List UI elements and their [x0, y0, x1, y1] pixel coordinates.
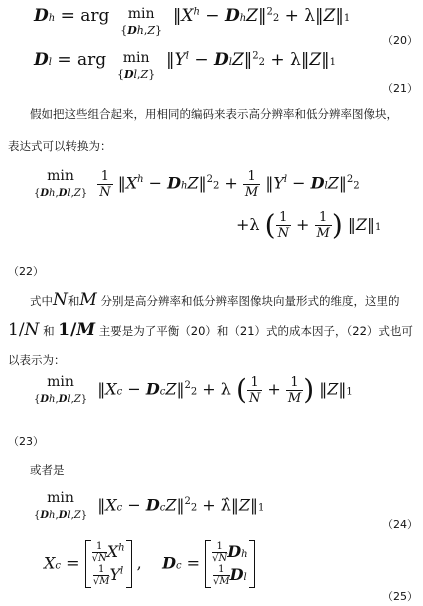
matrix-dc: $\frac{1}{√N}Dh$ $\frac{1}{√M}Dl$	[205, 540, 254, 588]
equation-22-number: （22）	[8, 265, 44, 278]
text-fragment: 分别是高分辨率和低分辨率图像块向量形式的维度，这里的	[100, 294, 400, 308]
text-fragment: 式中	[30, 294, 53, 308]
paragraph-1-line-2: 表达式可以转换为：	[8, 139, 112, 153]
equation-22-line-1: min {Dh,Dl,Z} $\frac{1}{N}$ $‖X^h$ − DhZ‖$^2$2 + $\frac{1}{M}$ $‖Y^l$ − DlZ‖$^2$2	[34, 168, 360, 200]
paragraph-3: 或者是	[30, 463, 65, 477]
equation-24-number: （24）	[382, 518, 418, 531]
equation-22-line-2: +λ ( $\frac{1}{N}$ + $\frac{1}{M}$ ) ‖Z‖1	[236, 208, 382, 242]
paragraph-1-line-1: 假如把这些组合起来，用相同的编码来表示高分辨率和低分辨率图像块，	[30, 107, 398, 121]
equation-20: Dh = arg min {Dh,Z} $‖X^h$ − DhZ‖$^2$2 + λ‖Z‖1	[34, 6, 351, 37]
equation-23-number: （23）	[8, 435, 44, 448]
equation-24: min {Dh,Dl,Z} ‖Xc − DcZ‖$^2$2 + λ̂‖Z‖1	[34, 490, 265, 521]
equation-20-number: （20）	[382, 34, 418, 47]
text-fragment: 和	[43, 324, 55, 338]
equation-21-number: （21）	[382, 82, 418, 95]
paragraph-2-line-2: 1/N 和 1/M 主要是为了平衡（20）和（21）式的成本因子，（22）式也可	[8, 320, 413, 340]
matrix-xc: $\frac{1}{√N}X^h$ $\frac{1}{√M}Y^l$	[85, 540, 132, 588]
equation-23: min {Dh,Dl,Z} ‖Xc − DcZ‖$^2$2 + λ ( $\frac{1}{N}$ + $\frac{1}{M}$ ) ‖Z‖1	[34, 373, 353, 406]
text-fragment: 和	[67, 294, 80, 308]
equation-25: Xc = $\frac{1}{√N}X^h$ $\frac{1}{√M}Y^l$ , Dc = $\frac{1}{√N}Dh$ $\frac{1}{√M}Dl$	[44, 540, 255, 588]
text-fragment: 主要是为了平衡（20）和（21）式的成本因子，（22）式也可	[98, 324, 413, 338]
paragraph-2-line-3: 以表示为：	[8, 353, 66, 367]
equation-25-number: （25）	[382, 590, 418, 603]
equation-21: Dl = arg min {Dl,Z} $‖Y^l$ − DlZ‖$^2$2 + λ‖Z‖1	[34, 50, 337, 81]
paragraph-2-line-1: 式中N和M 分别是高分辨率和低分辨率图像块向量形式的维度，这里的	[30, 290, 400, 310]
